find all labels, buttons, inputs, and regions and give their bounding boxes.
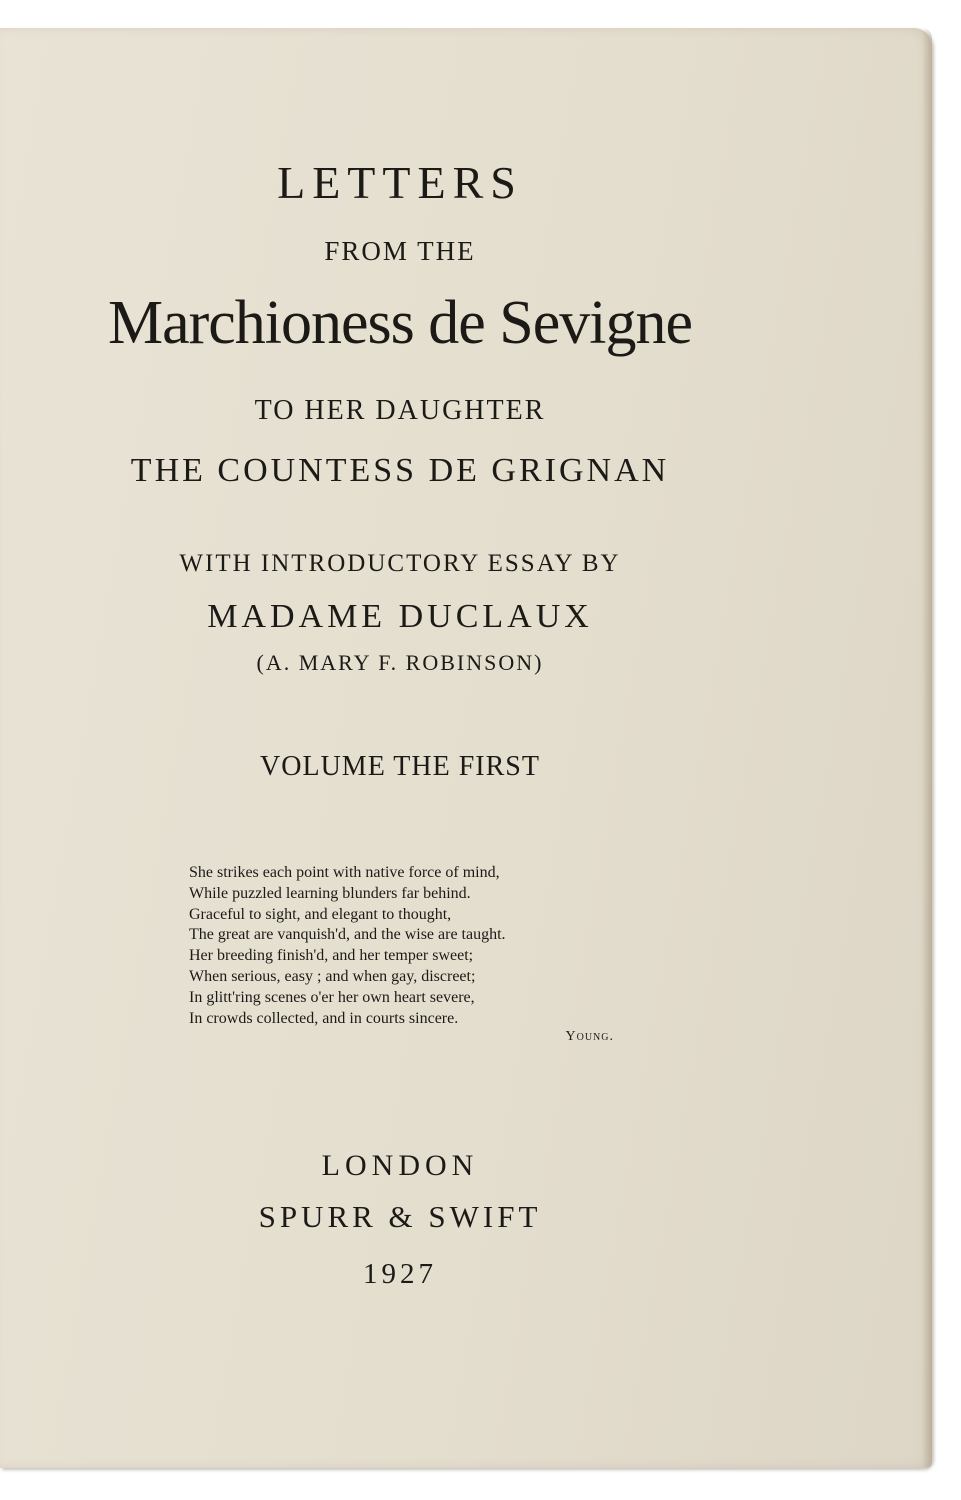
book-page xyxy=(0,28,932,1468)
epigraph-line: Graceful to sight, and elegant to thought, xyxy=(189,905,452,923)
epigraph-attribution: Young. xyxy=(565,1029,614,1044)
epigraph-line: While puzzled learning blunders far behind. xyxy=(189,884,471,902)
epigraph-line: She strikes each point with native force of mind, xyxy=(189,864,500,881)
epigraph-line: The great are vanquish'd, and the wise are taught. xyxy=(189,926,506,944)
epigraph-line: When serious, easy ; and when gay, discreet; xyxy=(189,967,476,985)
epigraph-poem xyxy=(189,863,629,1029)
recipient-name: THE COUNTESS DE GRIGNAN xyxy=(130,452,670,489)
epigraph-line: Her breeding finish'd, and her temper sweet; xyxy=(189,947,474,965)
author-title: Marchioness de Sevigne xyxy=(107,289,693,357)
imprint-publisher: SPURR & SWIFT xyxy=(258,1199,542,1234)
epigraph-line: In crowds collected, and in courts sincere. xyxy=(189,1009,459,1027)
essayist-name: MADAME DUCLAUX xyxy=(207,598,593,635)
imprint-year: 1927 xyxy=(363,1258,437,1290)
title-from-the: FROM THE xyxy=(324,236,476,266)
imprint-city: LONDON xyxy=(321,1149,479,1182)
book-title: LETTERS xyxy=(277,157,523,208)
epigraph-line: In glitt'ring scenes o'er her own heart severe, xyxy=(189,988,475,1006)
essayist-alias: (A. MARY F. ROBINSON) xyxy=(256,650,544,675)
intro-essay-line: WITH INTRODUCTORY ESSAY BY xyxy=(179,550,621,577)
title-to-daughter: TO HER DAUGHTER xyxy=(254,395,546,426)
volume-label: VOLUME THE FIRST xyxy=(260,751,540,782)
